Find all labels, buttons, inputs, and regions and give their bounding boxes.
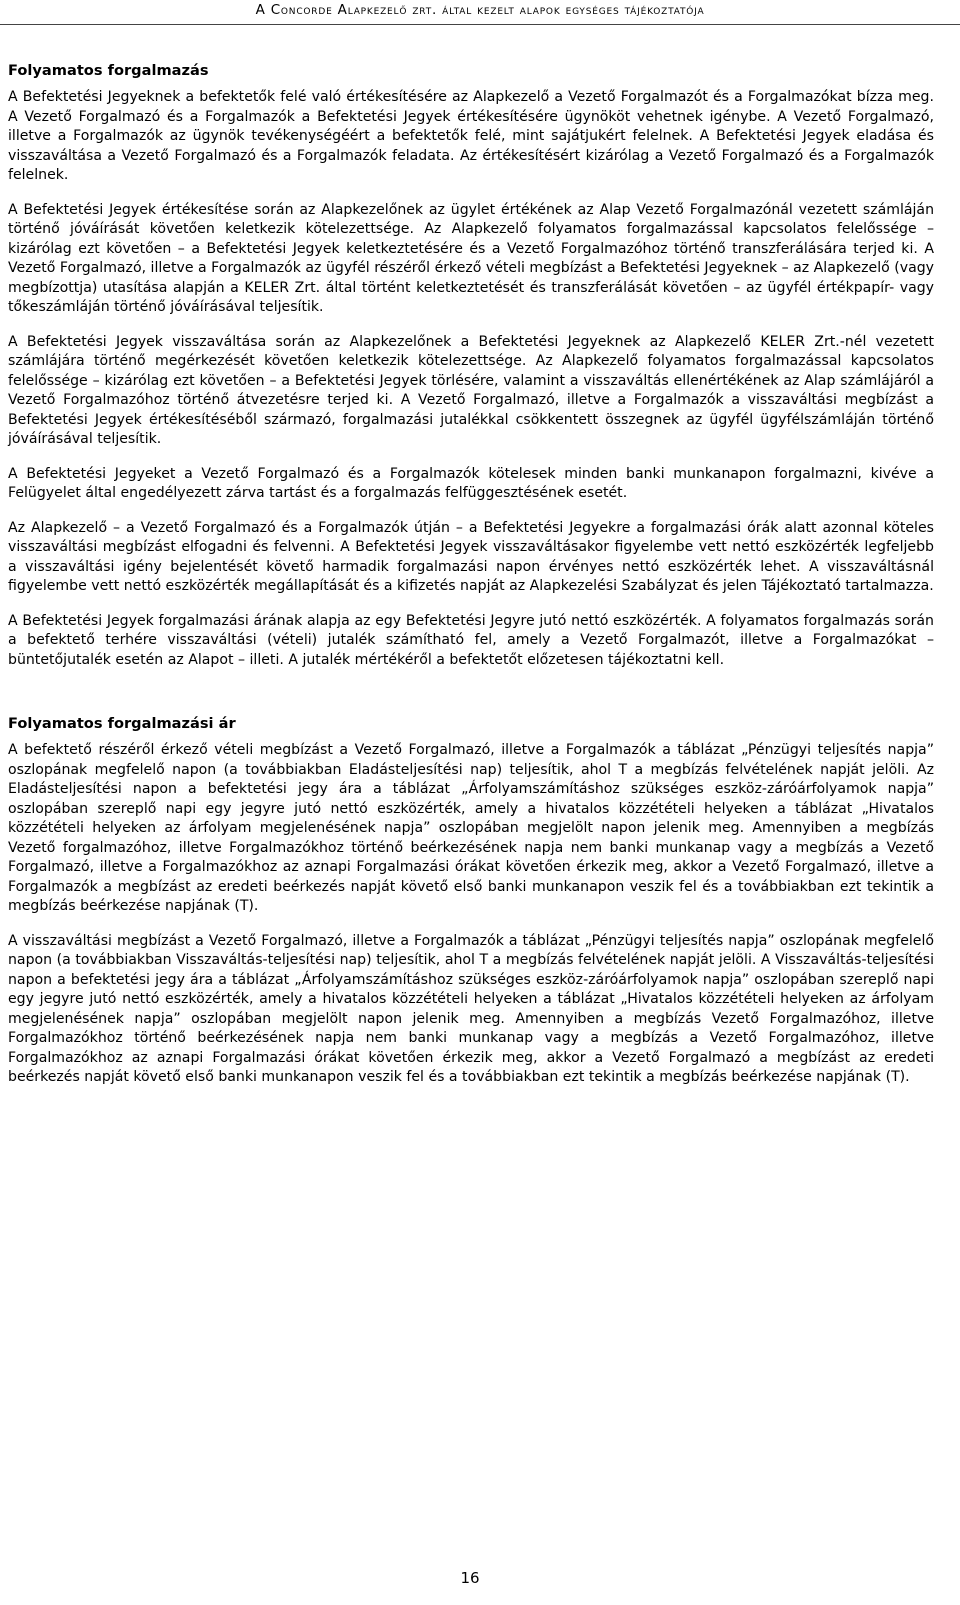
paragraph: A befektető részéről érkező vételi megbízást a Vezető Forgalmazó, illetve a Forgalmazók a táblázat „Pénzügyi teljesítés napja” oszlopának megfelelő napon (a továbbiakban Eladásteljesítési nap) teljesítik, ahol T a megbízás felvételének napját jelöli. Az Eladásteljesítési napon a befektetési jegy ára a táblázat „Árfolyamszámításhoz szükséges eszköz-záróárfolyamok napja” oszlopában szereplő napi egy jegyre jutó nettó eszközérték, amely a hivatalos közzétételi helyeken a táblázat „Hivatalos közzétételi helyeken az árfolyam megjelenésének napja” oszlopában megjelölt napon jelenik meg. Amennyiben a megbízás Vezető forgalmazóhoz, illetve Forgalmazókhoz történő beérkezésének napja nem banki munkanap vagy a megbízás a Vezető Forgalmazó, illetve a Forgalmazókhoz az aznapi Forgalmazási órákat követően érkezik meg, akkor a Vezető Forgalmazó, illetve a Forgalmazók a megbízást az eredeti beérkezés napját követő első banki munkanapon veszik fel és a továbbiakban ezt tekintik a megbízás beérkezése napjának (T). [8, 742, 934, 914]
document-body [8, 62, 934, 1103]
header-rule [0, 24, 960, 25]
section-heading: Folyamatos forgalmazás [8, 62, 209, 79]
section-spacer [8, 685, 934, 715]
paragraph: A Befektetési Jegyeknek a befektetők felé való értékesítésére az Alapkezelő a Vezető Forgalmazót és a Forgalmazókat bízza meg. A Vezető Forgalmazó és a Forgalmazók a Befektetési Jegyek értékesítésére ügynököt vehetnek igénybe. A Vezető Forgalmazó, illetve a Forgalmazók az ügynök tevékenységéért a befektetők felé, mint sajátjukért felelnek. A Befektetési Jegyek eladása és visszaváltása a Vezető Forgalmazó és a Forgalmazók feladata. Az értékesítésért kizárólag a Vezető Forgalmazó és a Forgalmazók felelnek. [8, 89, 934, 183]
paragraph: A visszaváltási megbízást a Vezető Forgalmazó, illetve a Forgalmazók a táblázat „Pénzügyi teljesítés napja” oszlopának megfelelő napon (a továbbiakban Visszaváltás-teljesítési nap) teljesítik, ahol T a megbízás felvételének napját jelöli. A Visszaváltás-teljesítési napon a befektetési jegy ára a táblázat „Árfolyamszámításhoz szükséges eszköz-záróárfolyamok napja” oszlopában szereplő napi egy jegyre jutó nettó eszközérték, amely a hivatalos közzétételi helyeken a táblázat „Hivatalos közzétételi helyeken az árfolyam megjelenésének napja” oszlopában megjelölt napon jelenik meg. Amennyiben a megbízás Vezető Forgalmazóhoz, illetve Forgalmazókhoz történő beérkezésének napja nem banki munkanap vagy a megbízás a Vezető Forgalmazóhoz, illetve Forgalmazókhoz az aznapi Forgalmazási órákat követően érkezik meg, akkor a Vezető Forgalmazó a megbízást az eredeti beérkezés napját követő első banki munkanapon veszik fel és a továbbiakban ezt tekintik a megbízás beérkezése napjának (T). [8, 932, 934, 1085]
paragraph: A Befektetési Jegyek forgalmazási árának alapja az egy Befektetési Jegyre jutó nettó eszközérték. A folyamatos forgalmazás során a befektető terhére visszaváltási (vételi) jutalék számítható fel, amely a Vezető Forgalmazót, illetve a Forgalmazókat – büntetőjutalék esetén az Alapot – illeti. A jutalék mértékéről a befektetőt előzetesen tájékoztatni kell. [8, 612, 934, 668]
section-folyamatos-forgalmazasi-ar [8, 715, 934, 1088]
section-heading: Folyamatos forgalmazási ár [8, 715, 236, 732]
page-number: 16 [460, 1569, 480, 1587]
section-folyamatos-forgalmazas [8, 62, 934, 670]
paragraph: Az Alapkezelő – a Vezető Forgalmazó és a Forgalmazók útján – a Befektetési Jegyekre a forgalmazási órák alatt azonnal köteles visszaváltási megbízást elfogadni és felvenni. A Befektetési Jegyek visszaváltásakor figyelembe vett nettó eszközérték legfeljebb a visszaváltási igény bejelentését követő harmadik forgalmazási napon érvényes nettó eszközérték lehet. A visszaváltásnál figyelembe vett nettó eszközérték megállapítását és a kifizetés napját az Alapkezelési Szabályzat és jelen Tájékoztató tartalmazza. [8, 519, 934, 594]
running-header: A Concorde Alapkezelő zrt. által kezelt alapok egységes tájékoztatója [255, 2, 705, 18]
paragraph: A Befektetési Jegyeket a Vezető Forgalmazó és a Forgalmazók kötelesek minden banki munkanapon forgalmazni, kivéve a Felügyelet által engedélyezett zárva tartást és a forgalmazás felfüggesztésének esetét. [8, 465, 934, 501]
paragraph: A Befektetési Jegyek értékesítése során az Alapkezelőnek az ügylet értékének az Alap Vezető Forgalmazónál vezetett számláján történő jóváírását követően keletkezik kötelezettsége. Az Alapkezelő folyamatos forgalmazással kapcsolatos felelőssége – kizárólag ezt követően – a Befektetési Jegyek keletkeztetésére és a Vezető Forgalmazóhoz történő transzferálására terjed ki. A Vezető Forgalmazó, illetve a Forgalmazók az ügyfél részéről érkező vételi megbízást a Befektetési Jegyeknek – az Alapkezelő (vagy megbízottja) utasítása alapján a KELER Zrt. által történt keletkeztetését és transzferálását követően – az ügyfél értékpapír- vagy tőkeszámláján történő jóváírásával teljesítik. [8, 201, 934, 315]
paragraph: A Befektetési Jegyek visszaváltása során az Alapkezelőnek a Befektetési Jegyeknek az Alapkezelő KELER Zrt.-nél vezetett számlájára történő megérkezését követően keletkezik kötelezettsége. Az Alapkezelő folyamatos forgalmazással kapcsolatos felelőssége – kizárólag ezt követően – a Befektetési Jegyek törlésére, valamint a visszaváltás ellenértékének az Alap számlájáról a Vezető Forgalmazóhoz történő átvezetésre terjed ki. A Vezető Forgalmazó, illetve a Forgalmazók a visszaváltási megbízást a Befektetési Jegyek értékesítéséből származó, forgalmazási jutalékkal csökkentett összegnek az ügyfél ügyfélszámláján történő jóváírásával teljesítik. [8, 333, 934, 447]
